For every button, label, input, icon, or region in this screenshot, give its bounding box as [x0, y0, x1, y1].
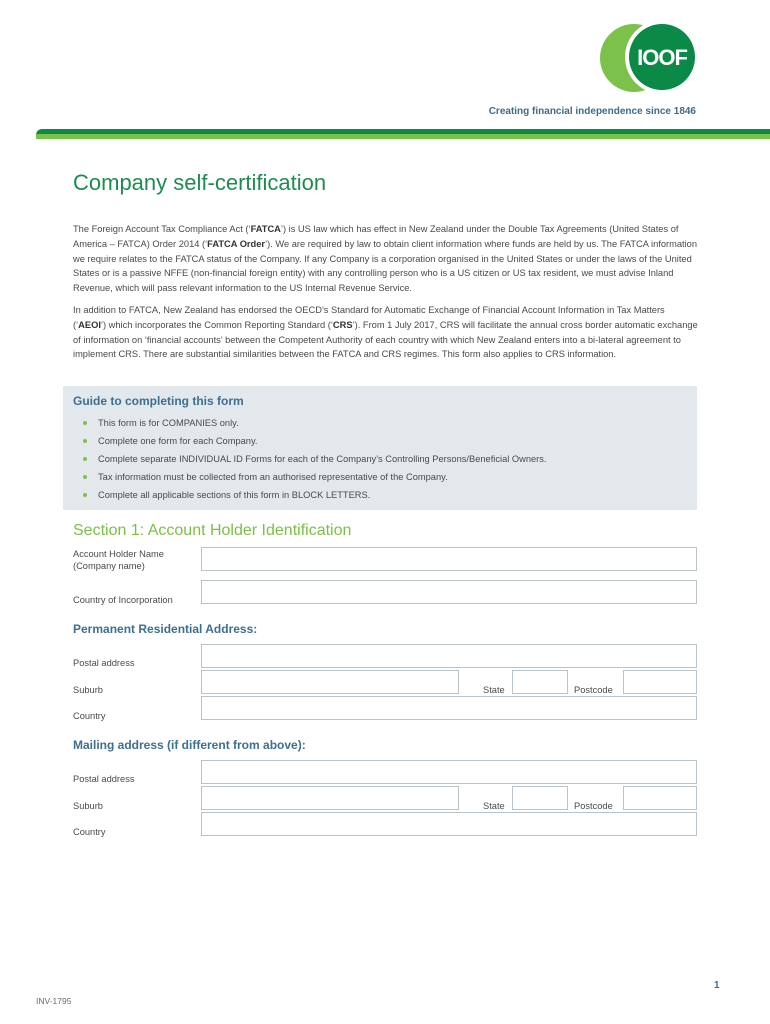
residential-state-label: State — [483, 685, 505, 695]
country-incorporation-field[interactable] — [201, 580, 697, 604]
residential-address-heading: Permanent Residential Address: — [73, 622, 258, 636]
residential-suburb-field[interactable] — [201, 670, 459, 694]
mailing-suburb-field[interactable] — [201, 786, 459, 810]
mailing-state-label: State — [483, 801, 505, 811]
page-title: Company self-certification — [73, 170, 327, 195]
country-incorporation-label: Country of Incorporation — [73, 595, 173, 605]
mailing-postal-label: Postal address — [73, 774, 135, 784]
residential-postcode-field[interactable] — [623, 670, 697, 694]
guide-list — [73, 414, 687, 504]
bullet-icon — [83, 457, 87, 461]
bullet-icon — [83, 493, 87, 497]
list-item: Complete one form for each Company. — [73, 432, 687, 450]
intro-paragraph-1: The Foreign Account Tax Compliance Act (‘FATCA’) is US law which has effect in New Zealand under the Double Tax Agreements (United States of America – FATCA) Order 2014 (‘FATCA Order’). We are required by law to obtain client information where funds are held by us. The FATCA information we require relates to the FATCA status of the Company. If any Company is a corporation organised in the United States or under the laws of the United States or is a passive NFFE (non-financial foreign entity) with any controlling person who is a US citizen or US tax resident, we must advise Inland Revenue, which will pass relevant information to the US Internal Revenue Service. — [73, 224, 698, 294]
residential-suburb-label: Suburb — [73, 685, 103, 695]
account-holder-name-label: Account Holder Name — [73, 549, 164, 559]
intro-paragraph-2: In addition to FATCA, New Zealand has endorsed the OECD’s Standard for Automatic Exchange of Financial Account Information in Tax Matters (‘AEOI’) which incorporates the Common Reporting Standard (‘CRS’). From 1 July 2017, CRS will facilitate the annual cross border automatic exchange of information on ‘financial accounts’ between the Competent Authority of each country with which New Zealand enters into a bi-lateral agreement to implement CRS. There are substantial similarities between the FATCA and CRS regimes. This form also applies to CRS information. — [73, 304, 698, 360]
list-item: Tax information must be collected from an authorised representative of the Company. — [73, 468, 687, 486]
mailing-postcode-field[interactable] — [623, 786, 697, 810]
mailing-postcode-label: Postcode — [574, 801, 613, 811]
page-number: 1 — [714, 980, 720, 991]
guide-box — [63, 386, 697, 510]
residential-state-field[interactable] — [512, 670, 568, 694]
guide-title: Guide to completing this form — [73, 394, 244, 408]
form-code: INV-1795 — [36, 996, 72, 1006]
tagline: Creating financial independence since 1846 — [488, 106, 696, 117]
intro-text — [73, 222, 698, 369]
header-bar — [36, 129, 770, 139]
bullet-icon — [83, 421, 87, 425]
mailing-country-field[interactable] — [201, 812, 697, 836]
bullet-icon — [83, 475, 87, 479]
residential-postal-field[interactable] — [201, 644, 697, 668]
ioof-logo — [598, 22, 700, 94]
mailing-state-field[interactable] — [512, 786, 568, 810]
residential-country-field[interactable] — [201, 696, 697, 720]
mailing-suburb-label: Suburb — [73, 801, 103, 811]
list-item: Complete separate INDIVIDUAL ID Forms for each of the Company’s Controlling Persons/Beneficial Owners. — [73, 450, 687, 468]
account-holder-name-field[interactable] — [201, 547, 697, 571]
mailing-postal-field[interactable] — [201, 760, 697, 784]
mailing-address-heading: Mailing address (if different from above): — [73, 738, 306, 752]
bullet-icon — [83, 439, 87, 443]
list-item: This form is for COMPANIES only. — [73, 414, 687, 432]
residential-postal-label: Postal address — [73, 658, 135, 668]
residential-postcode-label: Postcode — [574, 685, 613, 695]
logo-text: IOOF — [637, 45, 687, 70]
account-holder-name-sublabel: (Company name) — [73, 561, 145, 571]
residential-country-label: Country — [73, 711, 106, 721]
section-1-title: Section 1: Account Holder Identification — [73, 522, 352, 539]
list-item: Complete all applicable sections of this form in BLOCK LETTERS. — [73, 486, 687, 504]
mailing-country-label: Country — [73, 827, 106, 837]
